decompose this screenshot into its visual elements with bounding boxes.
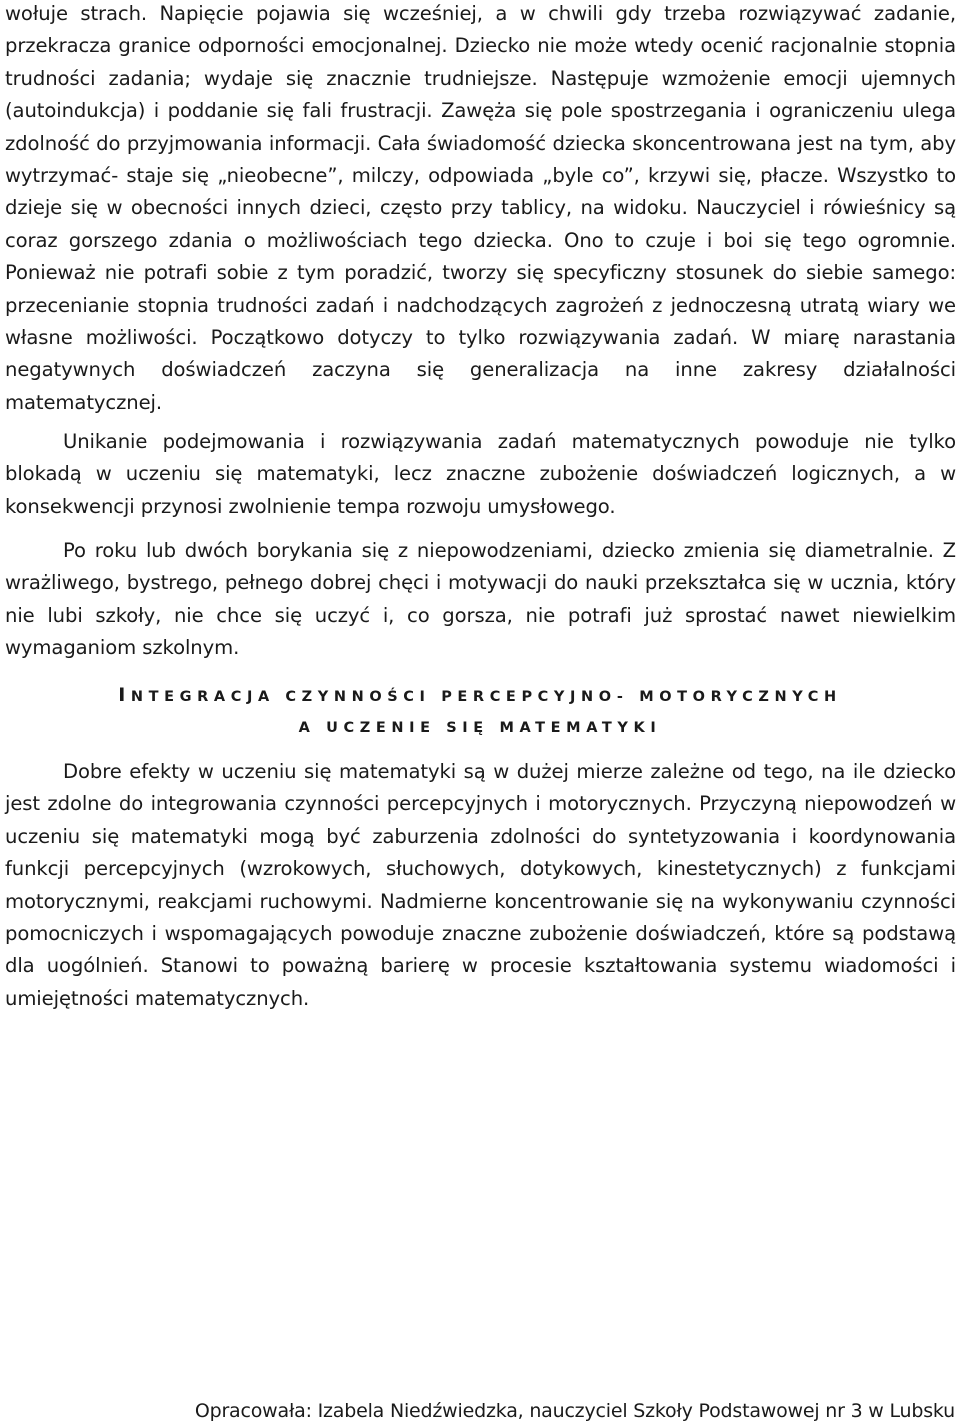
section-heading-line-1-rest: NTEGRACJA CZYNNOŚCI PERCEPCYJNO- MOTORYCZNYCH (130, 689, 842, 705)
paragraph-anxiety: wołuje strach. Napięcie pojawia się wcześniej, a w chwili gdy trzeba rozwiązywać zadanie, przekracza granice odporności emocjonalnej. Dziecko nie może wtedy ocenić racjonalnie stopnia trudności zadania; wydaje się znacznie trudniejsze. Następuje wzmożenie emocji ujemnych (autoindukcja) i poddanie się fali frustracji. Zawęża się pole spostrzegania i ograniczeniu ulega zdolność do przyjmowania informacji. Cała świadomość dziecka skoncentrowana jest na tym, aby wytrzymać- staje się „nieobecne”, milczy, odpowiada „byle co”, krzywi się, płacze. Wszystko to dzieje się w obecności innych dzieci, często przy tablicy, na widoku. Nauczyciel i rówieśnicy są coraz gorszego zdania o możliwościach tego dziecka. Ono to czuje i boi się tego ogromnie. Ponieważ nie potrafi sobie z tym poradzić, tworzy się specyficzny stosunek do siebie samego: przecenianie stopnia trudności zadań i nadchodzących zagrożeń z jednoczesną utratą wiary we własne możliwości. Początkowo dotyczy to tylko rozwiązywania zadań. W miarę narastania negatywnych doświadczeń zaczyna się generalizacja na inne zakresy działalności matematycznej. (5, 2, 956, 414)
paragraph-integration: Dobre efekty w uczeniu się matematyki są w dużej mierze zależne od tego, na ile dziecko jest zdolne do integrowania czynności percepcyjnych i motorycznych. Przyczyną niepowodzeń w uczeniu się matematyki mogą być zaburzenia zdolności do syntetyzowania i koordynowania funkcji percepcyjnych (wzrokowych, słuchowych, dotykowych, kinestetycznych) z funkcjami motorycznymi, reakcjami ruchowymi. Nadmierne koncentrowanie się na wykonywaniu czynności pomocniczych i wspomagających powoduje znaczne zubożenie doświadczeń, które są podstawą dla uogólnień. Stanowi to poważną barierę w procesie kształtowania systemu wiadomości i umiejętności matematycznych. (5, 760, 956, 1010)
section-heading-line-1 (0, 685, 960, 707)
section-heading-initial: I (118, 684, 131, 706)
paragraph-avoidance: Unikanie podejmowania i rozwiązywania zadań matematycznych powoduje nie tylko blokadą w uczeniu się matematyki, lecz znaczne zubożenie doświadczeń logicznych, a w konsekwencji przynosi zwolnienie tempa rozwoju umysłowego. (5, 430, 956, 518)
section-heading-line-2: A UCZENIE SIĘ MATEMATYKI (298, 720, 662, 736)
page-footer-author: Opracowała: Izabela Niedźwiedzka, nauczyciel Szkoły Podstawowej nr 3 w Lubsku (194, 1400, 955, 1422)
paragraph-transformation: Po roku lub dwóch borykania się z niepowodzeniami, dziecko zmienia się diametralnie. Z wrażliwego, bystrego, pełnego dobrej chęci i motywacji do nauki przekształca się w ucznia, który nie lubi szkoły, nie chce się uczyć i, co gorsza, nie potrafi już sprostać nawet niewielkim wymaganiom szkolnym. (5, 539, 956, 660)
